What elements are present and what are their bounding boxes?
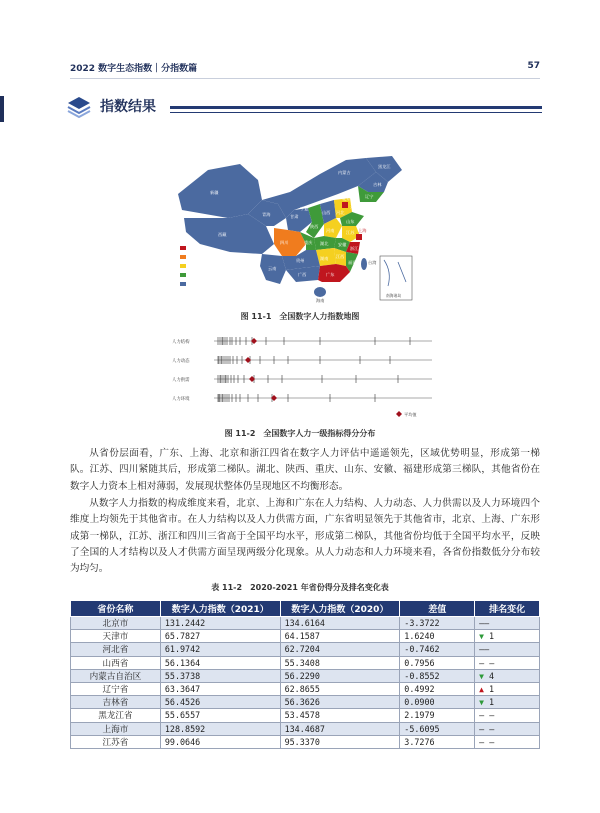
svg-text:80~100: 80~100 bbox=[189, 255, 206, 260]
title-rule-thick bbox=[170, 106, 542, 109]
table-caption: 表 11-2 2020-2021 年省份得分及排名变化表 bbox=[211, 583, 389, 592]
index-2021-cell: 55.6557 bbox=[160, 709, 280, 722]
header-rule bbox=[70, 78, 540, 79]
header-index-2020: 数字人力指数（2020） bbox=[280, 601, 400, 617]
diff-cell: 3.7276 bbox=[400, 735, 475, 748]
map-label: 山西 bbox=[322, 210, 331, 215]
index-2021-cell: 131.2442 bbox=[160, 617, 280, 630]
section-heading bbox=[62, 94, 542, 124]
map-label: 安徽 bbox=[338, 242, 347, 247]
header-index-2021: 数字人力指数（2021） bbox=[160, 601, 280, 617]
province-cell: 内蒙古自治区 bbox=[71, 669, 161, 682]
map-region-sichuan bbox=[274, 228, 306, 256]
province-cell: 辽宁省 bbox=[71, 682, 161, 695]
svg-text:70~80: 70~80 bbox=[189, 264, 203, 269]
table-row bbox=[71, 682, 540, 695]
province-cell: 山西省 bbox=[71, 656, 161, 669]
svg-text:100~150: 100~150 bbox=[189, 246, 208, 251]
header-province: 省份名称 bbox=[71, 601, 161, 617]
svg-text:平均值: 平均值 bbox=[404, 412, 417, 417]
index-2020-cell: 55.3408 bbox=[280, 656, 400, 669]
table-row bbox=[71, 735, 540, 748]
rank-change-cell bbox=[475, 735, 540, 748]
diff-cell: -3.3722 bbox=[400, 617, 475, 630]
diff-cell: 1.6240 bbox=[400, 630, 475, 643]
title-rule-thin bbox=[170, 112, 542, 113]
figure-2-caption: 图 11-2 全国数字人力一级指标得分分布 bbox=[224, 429, 376, 438]
index-2021-cell: 99.0646 bbox=[160, 735, 280, 748]
diff-cell: -0.7462 bbox=[400, 643, 475, 656]
index-2021-cell: 65.7827 bbox=[160, 630, 280, 643]
map-label: 陕西 bbox=[310, 224, 319, 229]
distribution-rows bbox=[214, 337, 432, 402]
province-cell: 黑龙江省 bbox=[71, 709, 161, 722]
header-title: 2022 数字生态指数｜分指数篇 bbox=[70, 64, 198, 74]
map-region-xinjiang bbox=[178, 164, 262, 218]
map-region-shanghai bbox=[356, 234, 362, 240]
province-cell: 江苏省 bbox=[71, 735, 161, 748]
index-2020-cell: 64.1587 bbox=[280, 630, 400, 643]
index-2021-cell: 56.4526 bbox=[160, 696, 280, 709]
index-2020-cell: 53.4578 bbox=[280, 709, 400, 722]
map-label: 贵州 bbox=[296, 258, 305, 263]
rank-change-value: —— bbox=[479, 618, 490, 629]
map-label: 广东 bbox=[326, 272, 335, 277]
rank-change-value: — — bbox=[479, 723, 495, 734]
rank-change-cell bbox=[475, 643, 540, 656]
map-region-hainan bbox=[314, 287, 326, 297]
rank-change-cell bbox=[475, 682, 540, 695]
rank-change-cell bbox=[475, 656, 540, 669]
rank-change-value: 4 bbox=[489, 670, 495, 681]
index-2020-cell: 56.2290 bbox=[280, 669, 400, 682]
map-label: 北京 bbox=[342, 196, 351, 201]
row-label: 人力供需 bbox=[172, 378, 190, 383]
index-2020-cell: 134.4687 bbox=[280, 722, 400, 735]
map-label: 吉林 bbox=[373, 182, 382, 187]
map-label: 福建 bbox=[348, 260, 357, 265]
svg-text:60~70: 60~70 bbox=[189, 273, 203, 278]
map-label: 湖北 bbox=[320, 241, 329, 246]
rank-change-cell bbox=[475, 630, 540, 643]
map-label: 天津 bbox=[350, 204, 359, 209]
index-2021-cell: 61.9742 bbox=[160, 643, 280, 656]
diff-cell: 0.4992 bbox=[400, 682, 475, 695]
table-row bbox=[71, 696, 540, 709]
map-label: 云南 bbox=[268, 266, 277, 271]
index-2021-cell: 55.3738 bbox=[160, 669, 280, 682]
province-cell: 河北省 bbox=[71, 643, 161, 656]
map-label: 青海 bbox=[262, 212, 271, 217]
map-legend bbox=[180, 246, 208, 287]
rank-change-value: —— bbox=[479, 644, 490, 655]
map-region-beijing bbox=[342, 202, 348, 208]
svg-text:50~60: 50~60 bbox=[189, 282, 203, 287]
index-2020-cell: 62.7204 bbox=[280, 643, 400, 656]
rank-change-cell bbox=[475, 696, 540, 709]
map-label: 辽宁 bbox=[365, 194, 374, 199]
rank-change-value: — — bbox=[479, 710, 495, 721]
map-label: 海南 bbox=[316, 298, 325, 303]
rank-change-cell bbox=[475, 617, 540, 630]
table-row bbox=[71, 643, 540, 656]
map-label: 内蒙古 bbox=[338, 170, 351, 175]
rank-down-icon: ▼ bbox=[479, 698, 484, 708]
paragraph-2: 从数字人力指数的构成维度来看，北京、上海和广东在人力结构、人力动态、人力供需以及人力环境四个维度上均领先于其他省市。在人力结构以及人力供需方面，广东省明显领先于其他省市，北京、上海、广东形成第一梯队，江苏、浙江和四川三省高于全国平均水平，形成第二梯队，其他省份均低于全国平均水平，反映了全国的人才结构以及人才供需方面呈现两级分化现象。从人力动态和人力环境来看，各省份指数低分分布较为均匀。 bbox=[70, 498, 540, 575]
province-cell: 北京市 bbox=[71, 617, 161, 630]
index-2021-cell: 128.8592 bbox=[160, 722, 280, 735]
map-region-taiwan bbox=[361, 258, 367, 270]
diff-cell: 0.7956 bbox=[400, 656, 475, 669]
inset-label: 南海诸岛 bbox=[386, 293, 402, 298]
rank-change-cell bbox=[475, 709, 540, 722]
rank-change-value: — — bbox=[479, 657, 495, 668]
rank-change-cell bbox=[475, 722, 540, 735]
diff-cell: -5.6095 bbox=[400, 722, 475, 735]
section-title: 指数结果 bbox=[100, 99, 156, 115]
figure-1-caption: 图 11-1 全国数字人力指数地图 bbox=[240, 312, 360, 321]
edge-tab-marker bbox=[0, 96, 4, 122]
map-label: 四川 bbox=[280, 240, 289, 245]
map-label: 河北 bbox=[336, 210, 345, 215]
row-label: 人力环境 bbox=[172, 397, 190, 402]
index-2021-cell: 56.1364 bbox=[160, 656, 280, 669]
map-label: 江苏 bbox=[346, 230, 355, 235]
rank-change-value: 1 bbox=[489, 684, 495, 695]
map-label: 宁夏 bbox=[300, 206, 309, 211]
map-label: 台湾 bbox=[368, 260, 377, 265]
map-label: 上海 bbox=[358, 228, 367, 233]
table-row bbox=[71, 656, 540, 669]
map-label: 甘肃 bbox=[290, 214, 299, 219]
diff-cell: 0.0900 bbox=[400, 696, 475, 709]
province-cell: 上海市 bbox=[71, 722, 161, 735]
rank-up-icon: ▲ bbox=[479, 685, 484, 695]
header-rank-change: 排名变化 bbox=[475, 601, 540, 617]
diff-cell: 2.1979 bbox=[400, 709, 475, 722]
rank-change-cell bbox=[475, 669, 540, 682]
dist-legend bbox=[396, 411, 417, 418]
table-row bbox=[71, 669, 540, 682]
map-label: 江西 bbox=[336, 254, 345, 259]
rank-down-icon: ▼ bbox=[479, 671, 484, 681]
score-distribution-chart bbox=[170, 332, 440, 422]
province-cell: 天津市 bbox=[71, 630, 161, 643]
header-diff: 差值 bbox=[400, 601, 475, 617]
running-header bbox=[70, 61, 540, 77]
map-label: 河南 bbox=[326, 228, 335, 233]
province-score-table bbox=[70, 600, 540, 749]
map-label: 新疆 bbox=[210, 190, 219, 195]
china-digital-talent-map bbox=[170, 152, 420, 304]
map-label: 重庆 bbox=[304, 240, 313, 245]
page-number: 57 bbox=[527, 61, 540, 71]
rank-down-icon: ▼ bbox=[479, 632, 484, 642]
rank-change-value: 1 bbox=[489, 697, 495, 708]
index-2020-cell: 56.3626 bbox=[280, 696, 400, 709]
province-cell: 吉林省 bbox=[71, 696, 161, 709]
paragraph-1: 从省份层面看，广东、上海、北京和浙江四省在数字人力评估中遥遥领先，区域优势明显，形成第一梯队。江苏、四川紧随其后，形成第二梯队。湖北、陕西、重庆、山东、安徽、福建形成第三梯队，其他省份在数字人力资本上相对薄弱，发展现状整体仍呈现地区不均衡形态。 bbox=[70, 448, 540, 492]
map-label: 浙江 bbox=[350, 246, 359, 251]
table-row bbox=[71, 617, 540, 630]
table-row bbox=[71, 630, 540, 643]
index-2020-cell: 134.6164 bbox=[280, 617, 400, 630]
map-label: 山东 bbox=[346, 219, 355, 224]
rank-change-value: 1 bbox=[489, 631, 495, 642]
table-header-row bbox=[71, 601, 540, 617]
table-row bbox=[71, 709, 540, 722]
index-2021-cell: 63.3647 bbox=[160, 682, 280, 695]
map-label: 广西 bbox=[298, 272, 307, 277]
map-label: 湖南 bbox=[320, 256, 329, 261]
map-label: 黑龙江 bbox=[378, 164, 391, 169]
stacked-layers-icon bbox=[66, 94, 92, 120]
index-2020-cell: 62.8655 bbox=[280, 682, 400, 695]
row-label: 人力动态 bbox=[172, 359, 190, 364]
index-2020-cell: 95.3370 bbox=[280, 735, 400, 748]
rank-change-value: — — bbox=[479, 736, 495, 747]
table-row bbox=[71, 722, 540, 735]
row-label: 人力结构 bbox=[172, 340, 190, 345]
map-label: 西藏 bbox=[218, 232, 227, 237]
diff-cell: -0.8552 bbox=[400, 669, 475, 682]
